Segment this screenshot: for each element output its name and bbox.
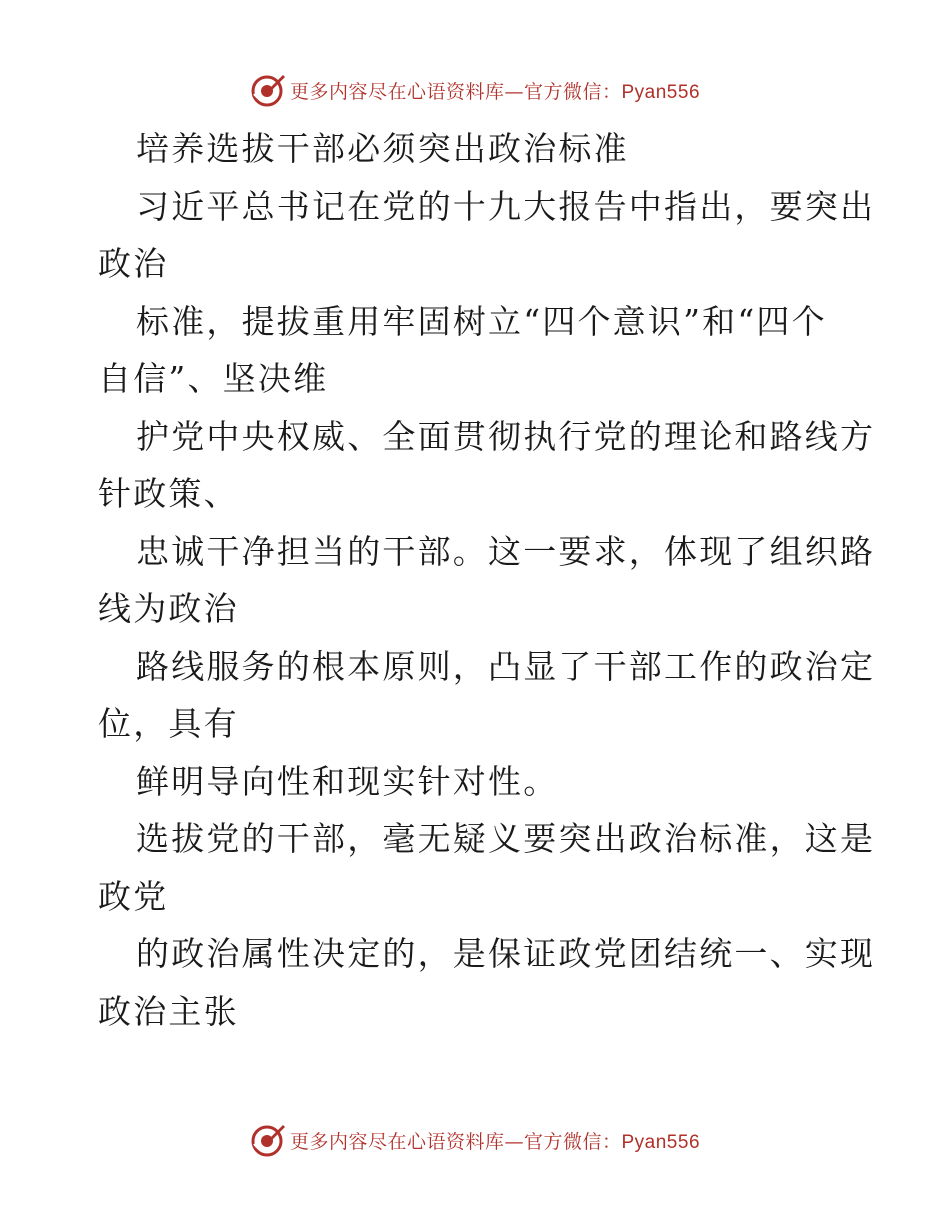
pen-logo-icon: [250, 1122, 286, 1158]
paragraph-line: 鲜明导向性和现实针对性。: [136, 761, 559, 801]
wechat-id: Pyan556: [621, 1131, 701, 1153]
paragraph-line: 的政治属性决定的，是保证政党团结统一、实现: [136, 934, 876, 973]
header-banner: [0, 70, 950, 110]
paragraph-line: 线为政治: [98, 589, 239, 628]
paragraph-line: 习近平总书记在党的十九大报告中指出，要突出: [136, 186, 876, 226]
paragraph-line: 政治主张: [98, 991, 239, 1031]
paragraph-line: 针政策、: [98, 474, 239, 513]
paragraph-line: 政党: [98, 876, 169, 916]
footer-banner: [0, 1120, 950, 1160]
wechat-id: Pyan556: [621, 81, 701, 103]
paragraph-line: 忠诚干净担当的干部。这一要求，体现了组织路: [136, 531, 876, 571]
paragraph-line: 标准，提拔重用牢固树立“四个意识”和“四个: [136, 301, 827, 341]
document-body: [98, 120, 876, 1040]
paragraph-line: 选拔党的干部，毫无疑义要突出政治标准，这是: [136, 819, 876, 858]
banner-text: 更多内容尽在心语资料库—官方微信：: [289, 80, 622, 103]
document-title: 培养选拔干部必须突出政治标准: [136, 129, 629, 168]
paragraph-line: 护党中央权威、全面贯彻执行党的理论和路线方: [136, 416, 876, 456]
pen-logo-icon: [250, 72, 286, 108]
paragraph-line: 路线服务的根本原则，凸显了干部工作的政治定: [136, 646, 876, 686]
paragraph-line: 政治: [98, 244, 169, 283]
paragraph-line: 自信”、坚决维: [98, 359, 329, 398]
banner-text: 更多内容尽在心语资料库—官方微信：: [289, 1130, 622, 1153]
paragraph-line: 位，具有: [98, 704, 239, 743]
